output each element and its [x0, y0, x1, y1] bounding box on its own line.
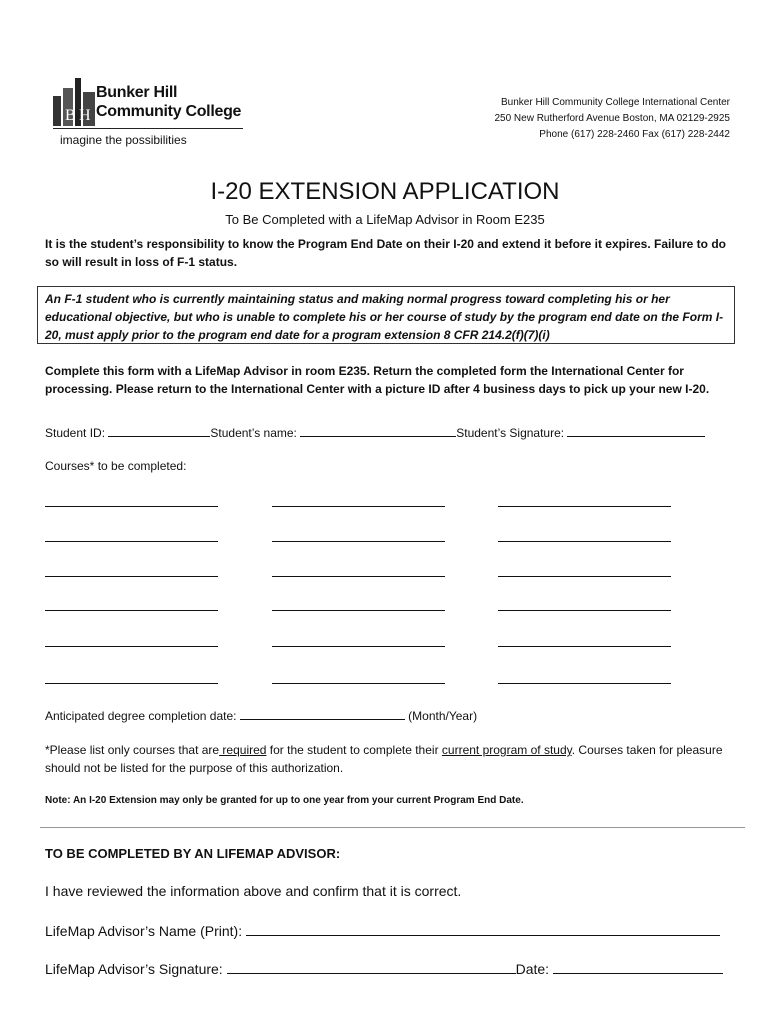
svg-text:B: B: [65, 107, 76, 124]
building-icon: [53, 78, 95, 126]
course-entry-line[interactable]: [272, 576, 445, 577]
svg-text:H: H: [79, 107, 91, 124]
course-entry-line[interactable]: [498, 576, 671, 577]
advisor-heading: TO BE COMPLETED BY AN LIFEMAP ADVISOR:: [45, 846, 341, 861]
advisor-signature-label: LifeMap Advisor’s Signature:: [45, 961, 223, 977]
footnote-part: *Please list only courses that are: [45, 743, 220, 757]
student-signature-label: Student’s Signature:: [456, 426, 565, 440]
degree-date-suffix: (Month/Year): [408, 709, 478, 723]
section-divider: [40, 827, 745, 828]
responsibility-text: It is the student’s responsibility to know the Program End Date on their I-20 and extend it before it expires. Failure to do so will result in loss of F-1 status.: [45, 237, 726, 269]
student-id-field[interactable]: [108, 424, 210, 437]
address-line: 250 New Rutherford Avenue Boston, MA 02129-2925: [494, 113, 730, 124]
regulation-text: An F-1 student who is currently maintaining status and making normal progress toward completing his or her educational objective, but who is unable to complete his or her course of study by the program end date on the Form I-20, must apply prior to the program end date for a program extension 8 CFR 214.2(f)(7)(i): [45, 292, 724, 342]
advisor-name-field[interactable]: [246, 921, 720, 936]
course-entry-line[interactable]: [45, 646, 218, 647]
logo-tagline: imagine the possibilities: [60, 133, 187, 147]
footnote-part: . Courses taken for pleasure should not be listed for the purpose of this authorization.: [45, 743, 723, 775]
course-entry-line[interactable]: [498, 506, 671, 507]
address-block: [494, 95, 730, 143]
student-fields-row: [45, 424, 705, 440]
footnote-part: for the student to complete their: [266, 743, 442, 757]
course-entry-line[interactable]: [45, 541, 218, 542]
advisor-name-row: [45, 921, 720, 939]
advisor-date-field[interactable]: [553, 959, 723, 974]
student-signature-field[interactable]: [567, 424, 705, 437]
courses-footnote: [45, 741, 735, 777]
footnote-required: required: [219, 743, 267, 757]
student-id-label: Student ID:: [45, 426, 106, 440]
course-entry-line[interactable]: [498, 683, 671, 684]
instructions-text: Complete this form with a LifeMap Advisor in room E235. Return the completed form the International Center for processing. Please return to the International Center with a picture ID after 4 business days to pick up your new I-20.: [45, 364, 710, 396]
course-entry-line[interactable]: [272, 610, 445, 611]
form-subtitle: To Be Completed with a LifeMap Advisor in Room E235: [225, 212, 545, 227]
footnote-current-program: current program of study: [441, 743, 572, 757]
courses-label: Courses* to be completed:: [45, 459, 187, 473]
advisor-signature-row: [45, 959, 723, 977]
advisor-signature-field[interactable]: [227, 959, 516, 974]
course-entry-line[interactable]: [272, 646, 445, 647]
advisor-name-label: LifeMap Advisor’s Name (Print):: [45, 923, 243, 939]
course-entry-line[interactable]: [272, 506, 445, 507]
advisor-confirm-text: I have reviewed the information above and confirm that it is correct.: [45, 883, 462, 899]
address-line: Phone (617) 228-2460 Fax (617) 228-2442: [539, 129, 730, 140]
course-entry-line[interactable]: [498, 541, 671, 542]
degree-date-label: Anticipated degree completion date:: [45, 709, 237, 723]
college-logo: [53, 78, 95, 126]
course-entry-line[interactable]: [45, 576, 218, 577]
course-entry-line[interactable]: [272, 541, 445, 542]
degree-date-field[interactable]: [240, 707, 405, 720]
course-entry-line[interactable]: [45, 610, 218, 611]
course-entry-line[interactable]: [45, 683, 218, 684]
advisor-date-label: Date:: [515, 961, 550, 977]
extension-note: Note: An I-20 Extension may only be granted for up to one year from your current Program End Date.: [45, 795, 524, 806]
address-line: Bunker Hill Community College International Center: [501, 97, 730, 108]
logo-name-line1: Bunker Hill: [96, 84, 178, 101]
course-entry-line[interactable]: [498, 610, 671, 611]
degree-date-row: [45, 707, 477, 723]
logo-rule: [53, 128, 243, 129]
student-name-label: Student’s name:: [210, 426, 297, 440]
course-entry-line[interactable]: [272, 683, 445, 684]
student-name-field[interactable]: [300, 424, 456, 437]
course-entry-line[interactable]: [498, 646, 671, 647]
course-entry-line[interactable]: [45, 506, 218, 507]
logo-name-line2: Community College: [96, 103, 242, 120]
form-title: I-20 EXTENSION APPLICATION: [210, 178, 560, 205]
